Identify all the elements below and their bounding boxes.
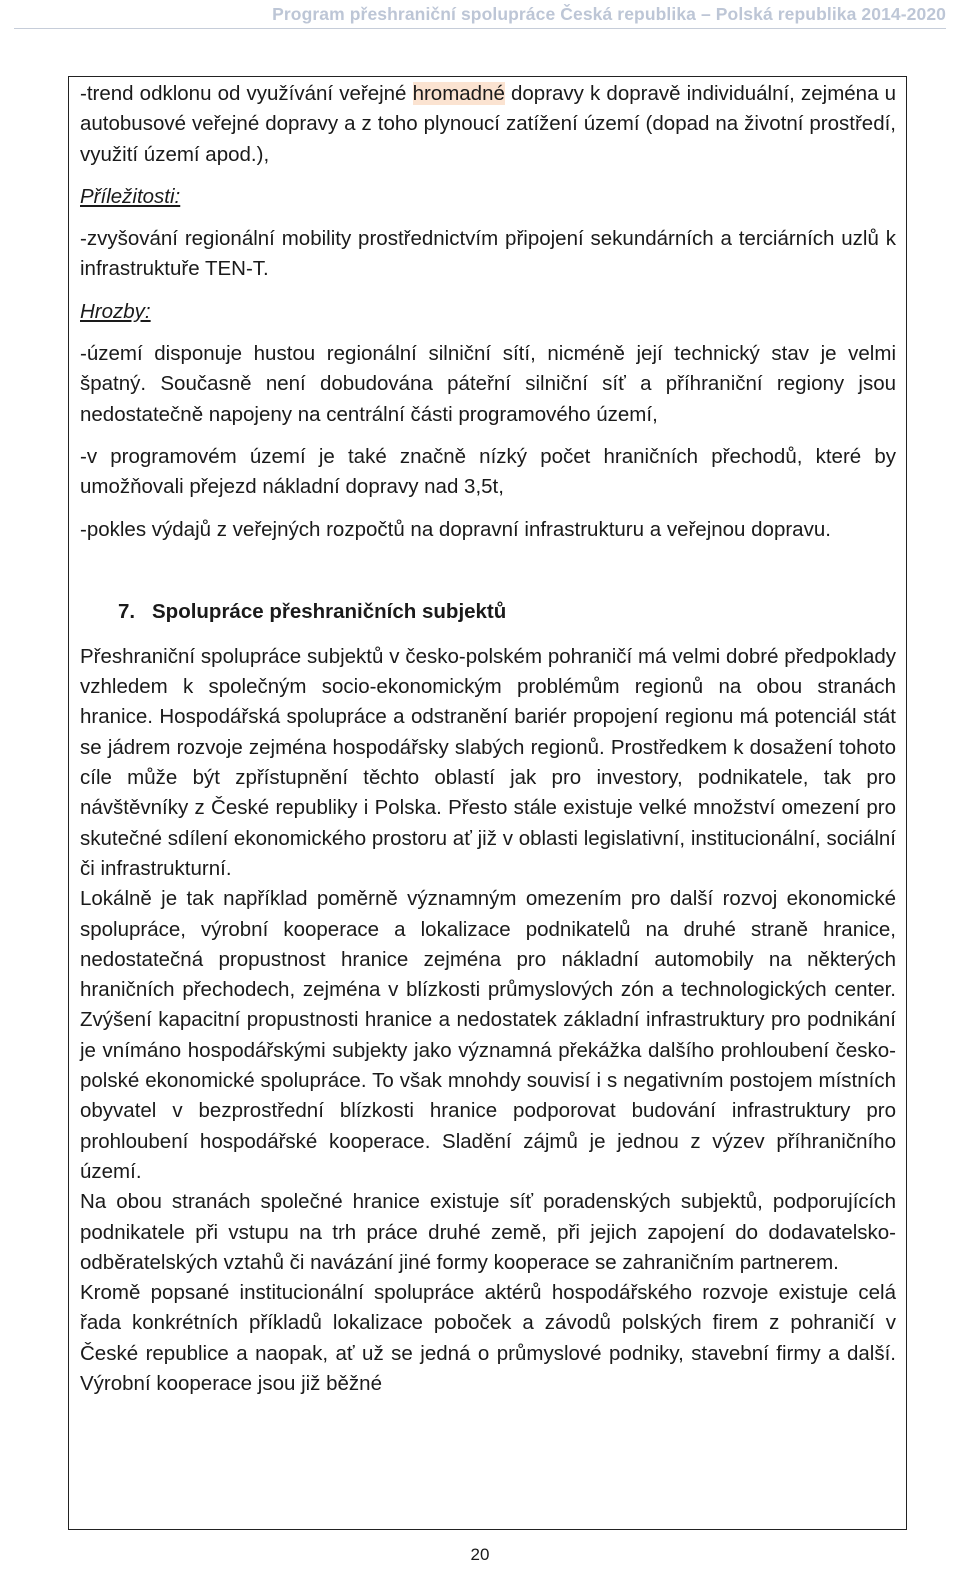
section-title: Spolupráce přeshraničních subjektů — [152, 599, 507, 623]
highlighted-word: hromadné — [412, 82, 505, 105]
header-rule — [14, 28, 946, 29]
section-paragraph-2: Lokálně je tak například poměrně významným omezením pro další rozvoj ekonomické spolupráce, výrobní kooperace a lokalizace podnikatelů na druhé straně hranice, nedostatečná propustnost hranice zejména pro nákladní automobily na některých hraničních přechodech, zejména v blízkosti průmyslových zón a technologických center. Zvýšení kapacitní propustnosti hranice a nedostatek základní infrastruktury pro podnikání je vnímáno hospodářskými subjekty jako významná překážka dalšího prohloubení česko-polské ekonomické spolupráce. To však mnohdy souvisí i s negativním postojem místních obyvatel v bezprostřední blízkosti hranice podporovat budování infrastruktury pro prohloubení hospodářské kooperace. Sladění zájmů je jednou z výzev příhraničního území. — [80, 887, 896, 1183]
box-paragraph-4: -v programovém území je také značně nízký počet hraničních přechodů, které by umožňovali přejezd nákladní dopravy nad 3,5t, — [80, 444, 896, 499]
running-header: Program přeshraniční spolupráce Česká republika – Polská republika 2014-2020 — [272, 4, 946, 24]
box-paragraph-5: -pokles výdajů z veřejných rozpočtů na dopravní infrastrukturu a veřejnou dopravu. — [80, 517, 831, 541]
page-number: 20 — [470, 1545, 490, 1564]
box-paragraph-3: -území disponuje hustou regionální silniční sítí, nicméně její technický stav je velmi špatný. Současně není dobudována páteřní silniční síť a příhraniční regiony jsou nedostatečně napojeny na centrální části programového území, — [80, 342, 896, 426]
label-threats: Hrozby: — [80, 299, 151, 323]
box-paragraph-1: -trend odklonu od využívání veřejné hromadné dopravy k dopravě individuální, zejména u autobusové veřejné dopravy a z toho plynoucí zatížení území (dopad na životní prostředí, využití území apod.), — [80, 82, 896, 166]
box-paragraph-2: -zvyšování regionální mobility prostřednictvím připojení sekundárních a terciárních uzlů k infrastruktuře TEN-T. — [80, 227, 896, 281]
section-paragraph-4: Kromě popsané institucionální spolupráce aktérů hospodářského rozvoje existuje celá řada konkrétních příkladů lokalizace poboček a závodů polských firem z pohraničí v České republice a naopak, ať už se jedná o průmyslové podniky, stavební firmy a další. Výrobní kooperace jsou již běžné — [80, 1281, 896, 1395]
section-number: 7. — [118, 599, 136, 623]
section-heading — [118, 597, 896, 627]
section-paragraph-3: Na obou stranách společné hranice existuje síť poradenských subjektů, podporujících podnikatele při vstupu na trh práce druhé země, při jejich zapojení do dodavatelsko-odběratelských vztahů či navázání jiné formy kooperace se zahraničním partnerem. — [80, 1190, 896, 1274]
label-opportunities: Příležitosti: — [80, 184, 181, 208]
section-paragraph-1: Přeshraniční spolupráce subjektů v česko-polském pohraničí má velmi dobré předpoklady vzhledem k společným socio-ekonomickým problémům regionů na obou stranách hranice. Hospodářská spolupráce a odstranění bariér propojení regionu má potenciál stát se jádrem rozvoje zejména hospodářsky slabých regionů. Prostředkem k dosažení tohoto cíle může být zpřístupnění těchto oblastí jak pro investory, podnikatele, tak pro návštěvníky z České republiky i Polska. Přesto stále existuje velké množství omezení pro skutečné sdílení ekonomického prostoru ať již v oblasti legislativní, institucionální, sociální či infrastrukturní. — [80, 644, 896, 880]
page-content — [80, 79, 896, 1399]
